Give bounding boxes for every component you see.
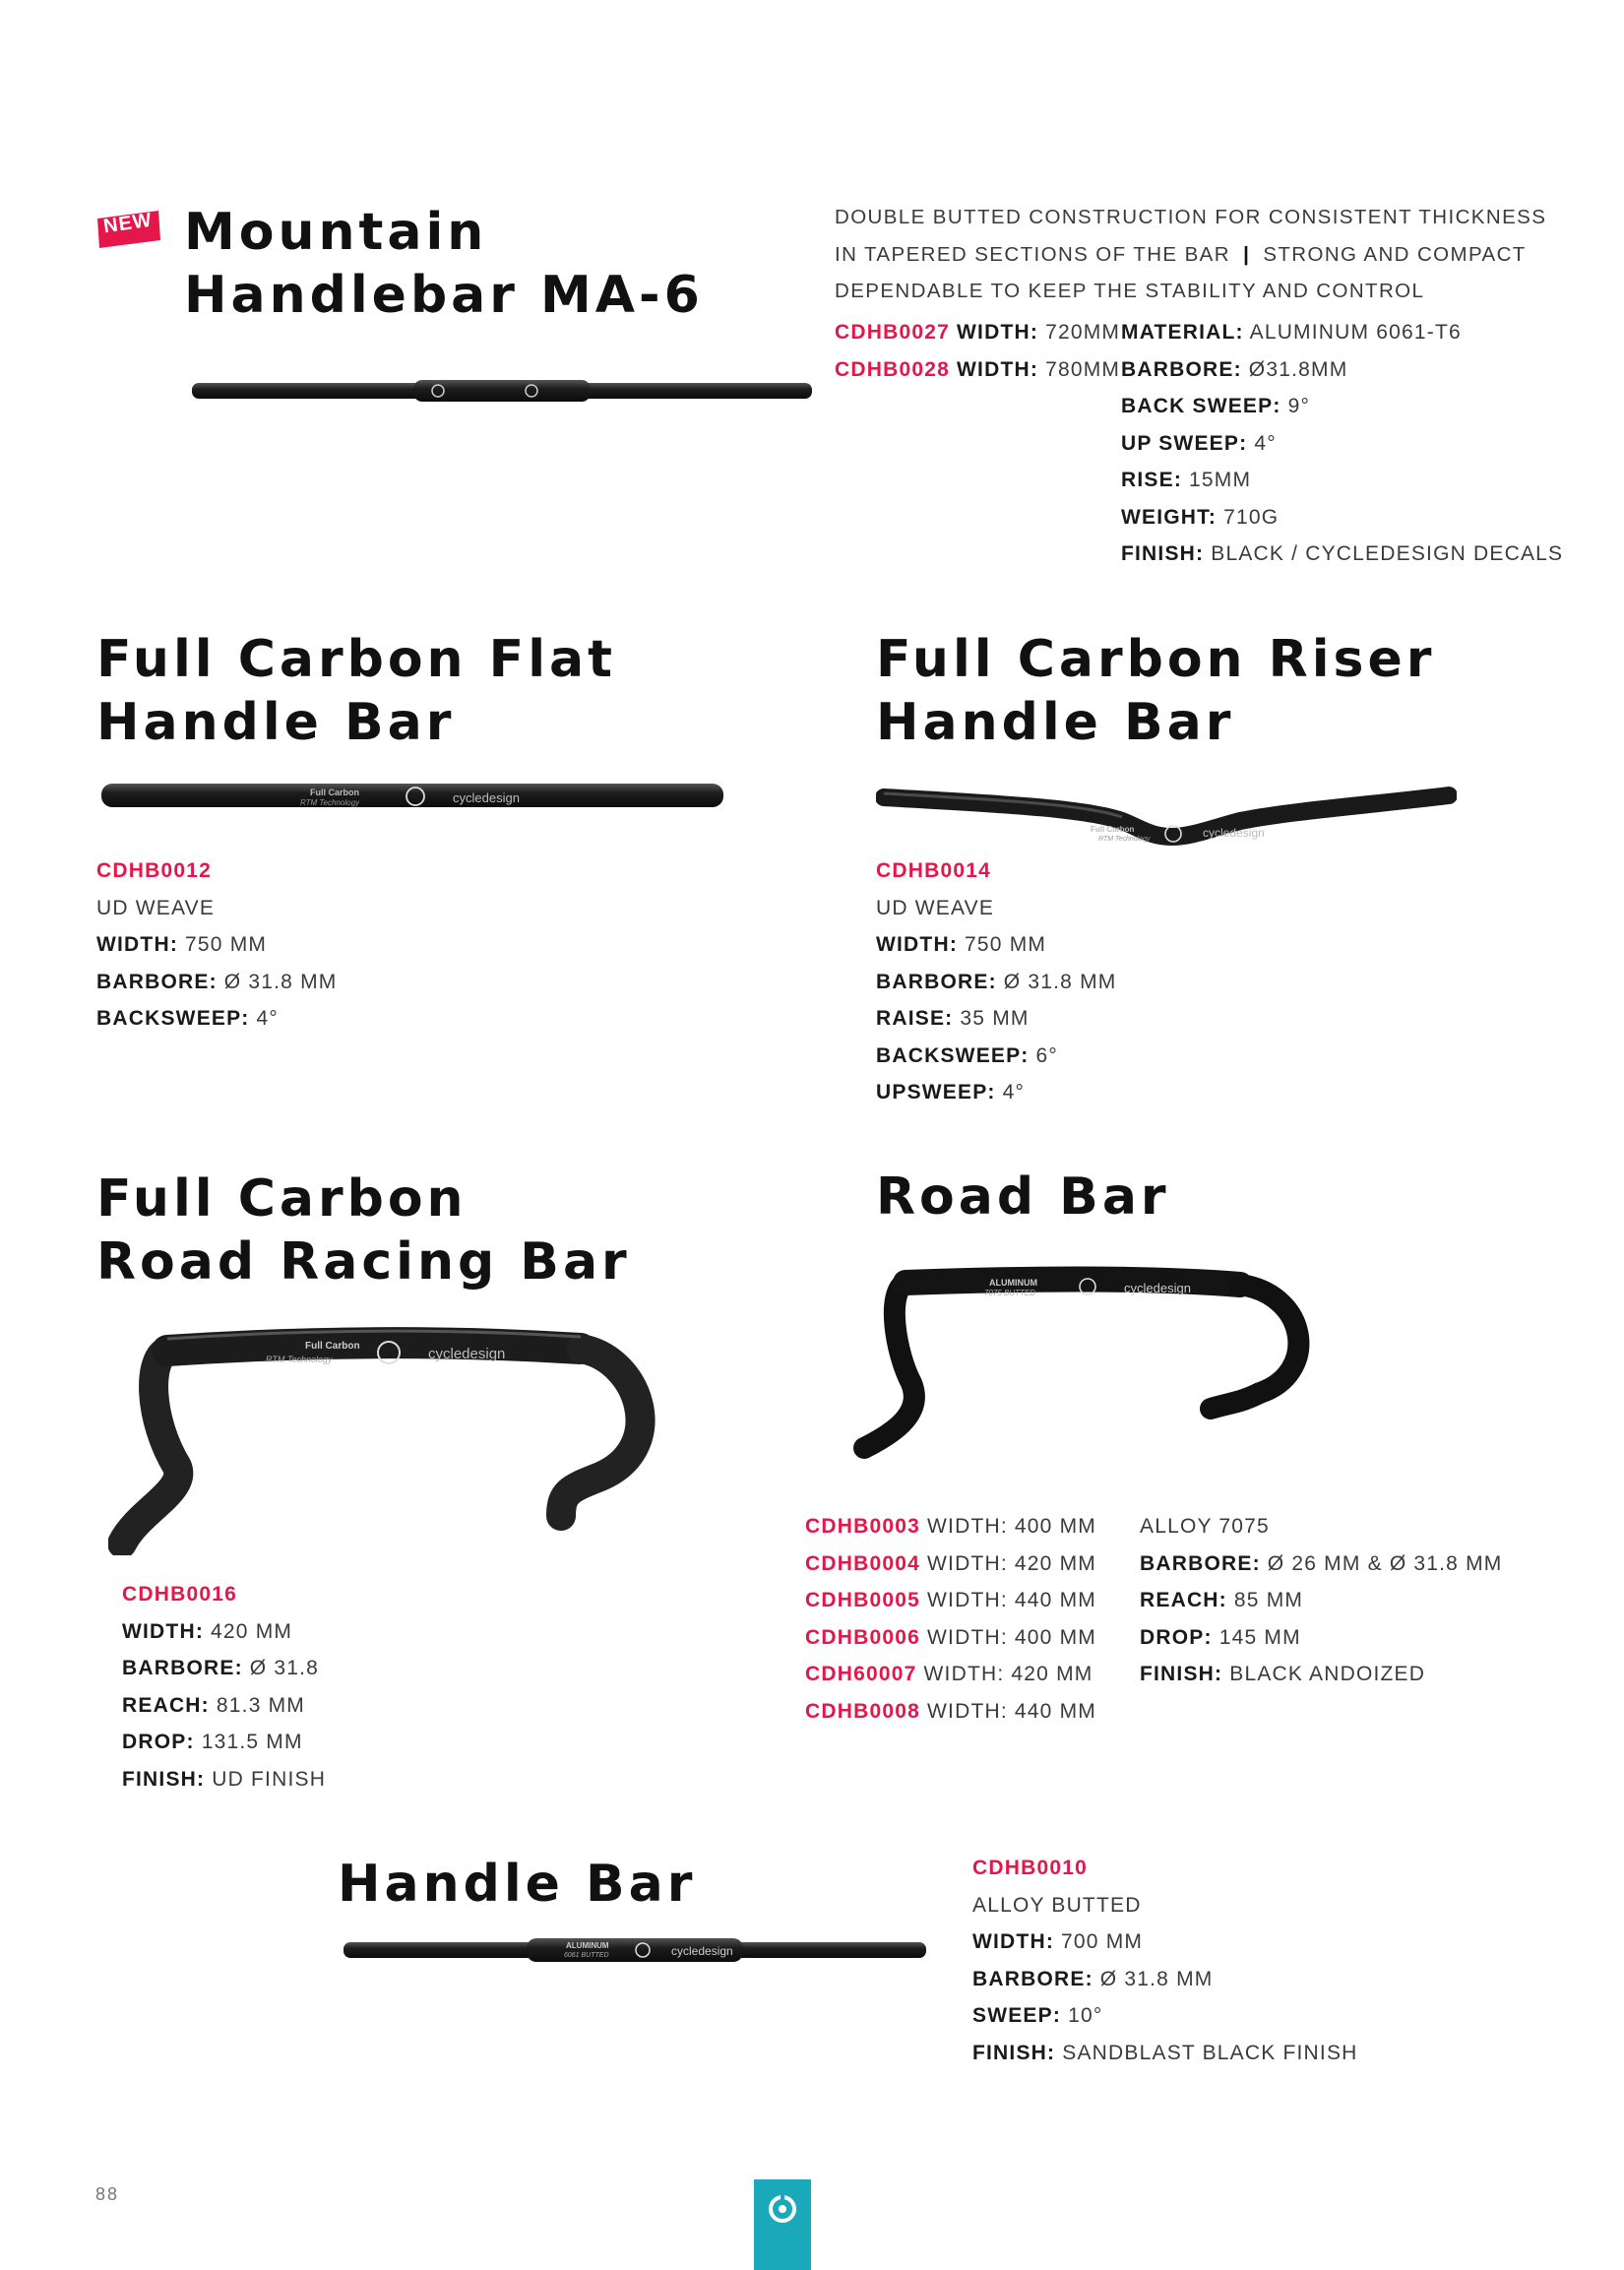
spec-row [972,1923,1358,1961]
spec-value: 85 MM [1226,1589,1304,1611]
spec-row [972,2035,1358,2072]
spec-label: BACKSWEEP: [96,1007,250,1030]
model-row [805,1582,1096,1619]
riser-handlebar-image [876,768,1457,856]
spec-value: BLACK / CYCLEDESIGN DECALS [1204,542,1564,565]
spec-value: 750 MM [958,933,1047,956]
mountain-model-row [835,314,1120,351]
spec-value: 700 MM [1054,1930,1144,1953]
spec-row [1121,462,1563,499]
spec-value: 4° [1247,431,1277,455]
spec-row [96,926,337,964]
road-bar-text-2: 7075 BUTTED [984,1289,1036,1297]
new-badge-label: NEW [101,209,155,238]
spec-value: WIDTH: 400 MM [919,1515,1096,1538]
spec-row [876,1074,1116,1111]
spec-value: 720MM [1038,321,1121,344]
spec-value: WIDTH: 440 MM [919,1589,1096,1611]
riser-bar-brand: cycledesign [1203,826,1265,840]
page-number: 88 [95,2184,120,2204]
spec-value: WIDTH: 420 MM [916,1663,1093,1685]
spec-label: UPSWEEP: [876,1081,996,1103]
spec-label: WEIGHT: [1121,505,1218,529]
road-handlebar-image [846,1265,1319,1472]
riser-title: Full Carbon Riser Handle Bar [876,630,1436,752]
spec-row [122,1761,326,1798]
spec-value: UD FINISH [205,1767,327,1791]
spec-value: 4° [995,1081,1026,1103]
mountain-desc-text-2b: STRONG AND COMPACT [1263,242,1527,266]
handle-bar-text-1: ALUMINUM [566,1941,609,1950]
spec-row [1140,1582,1503,1619]
spec-row [1140,1656,1503,1693]
spec-label: BARBORE: [1140,1551,1261,1575]
flat-bar-brand: cycledesign [453,790,520,805]
product-code: CDHB0004 [805,1551,920,1575]
spec-value: Ø31.8MM [1241,357,1348,381]
spec-value: 750 MM [178,933,268,956]
mountain-desc-text-2a: IN TAPERED SECTIONS OF THE BAR [835,242,1230,266]
model-row [805,1545,1096,1583]
mountain-models [835,314,1120,388]
product-code: CDHB0014 [876,859,991,882]
material-line: UD WEAVE [96,896,216,919]
spec-label: FINISH: [972,2041,1056,2064]
racing-handlebar-image [108,1319,669,1555]
road-title: Road Bar [876,1167,1170,1227]
riser-specs [876,852,1116,1111]
spec-label: FINISH: [122,1767,206,1791]
spec-label: WIDTH: [957,357,1039,381]
spec-value: 4° [249,1007,280,1030]
product-code: CDHB0006 [805,1625,920,1649]
spec-label: SWEEP: [972,2004,1062,2027]
spec-row [1121,499,1563,536]
spec-value: 710G [1217,505,1280,529]
mountain-desc-line-1: DOUBLE BUTTED CONSTRUCTION FOR CONSISTENT THICKNESS [835,206,1547,228]
mountain-description [835,199,1546,310]
spec-row [122,1650,326,1687]
spec-label: WIDTH: [876,933,959,956]
spec-value: BLACK ANDOIZED [1222,1663,1426,1685]
handle-bar-brand: cycledesign [671,1944,733,1958]
spec-value: Ø 26 MM & Ø 31.8 MM [1260,1551,1503,1575]
model-row [805,1508,1096,1545]
mountain-title: Mountain Handlebar MA-6 [184,203,704,325]
spec-label: REACH: [1140,1589,1227,1611]
spec-row [122,1613,326,1651]
mountain-desc-separator: | [1243,242,1251,266]
spec-label: DROP: [122,1731,195,1753]
handle-title: Handle Bar [338,1855,697,1914]
racing-bar-text-1: Full Carbon [305,1341,360,1352]
mountain-desc-line-3: DEPENDABLE TO KEEP THE STABILITY AND CONTROL [835,280,1425,302]
road-specs [1140,1508,1503,1693]
model-row [805,1656,1096,1693]
spec-label: BACKSWEEP: [876,1043,1030,1067]
spec-row [876,1038,1116,1075]
spec-label: MATERIAL: [1121,321,1244,344]
spec-value: ALUMINUM 6061-T6 [1243,321,1462,344]
handle-specs [972,1850,1358,2071]
road-bar-brand: cycledesign [1124,1281,1191,1295]
spec-value: 780MM [1038,357,1121,381]
footer-tab [754,2179,811,2270]
new-badge [95,209,160,248]
spec-label: BACK SWEEP: [1121,395,1281,417]
spec-value: WIDTH: 400 MM [919,1625,1096,1649]
racing-title: Full Carbon Road Racing Bar [96,1169,631,1292]
road-bar-text-1: ALUMINUM [989,1278,1037,1288]
product-code: CDHB0027 [835,321,950,344]
spec-label: RISE: [1121,469,1183,491]
product-code: CDHB0028 [835,357,950,381]
product-code: CDHB0012 [96,859,212,882]
spec-row [876,926,1116,964]
spec-value: 6° [1029,1043,1059,1067]
spec-value: Ø 31.8 MM [1093,1967,1214,1990]
spec-value: Ø 31.8 MM [217,970,338,993]
spec-value: 131.5 MM [194,1731,303,1753]
spec-row [1140,1545,1503,1583]
material-line: ALLOY BUTTED [972,1893,1142,1917]
spec-label: DROP: [1140,1625,1213,1649]
product-code: CDHB0005 [805,1589,920,1611]
spec-row [876,964,1116,1001]
spec-label: FINISH: [1140,1663,1223,1685]
product-code: CDH60007 [805,1663,917,1685]
spec-row [1121,388,1563,425]
racing-specs [122,1576,326,1797]
spec-label: WIDTH: [122,1619,205,1643]
spec-value: 10° [1061,2004,1103,2027]
spec-label: FINISH: [1121,542,1205,565]
spec-label: BARBORE: [122,1657,243,1679]
handle-bar-text-2: 6061 BUTTED [564,1952,609,1959]
spec-row [876,1000,1116,1038]
racing-bar-text-2: RTM Technology [266,1355,333,1364]
spec-row [1121,314,1563,351]
spec-value: Ø 31.8 [242,1657,320,1679]
spec-value: WIDTH: 420 MM [919,1551,1096,1575]
spec-label: BARBORE: [876,970,997,993]
spec-row [122,1724,326,1761]
mountain-handlebar-image [187,369,817,418]
spec-label: WIDTH: [972,1930,1055,1953]
product-code: CDHB0003 [805,1515,920,1538]
model-row [805,1693,1096,1731]
product-code: CDHB0008 [805,1699,920,1723]
road-models [805,1508,1096,1730]
spec-value: WIDTH: 440 MM [919,1699,1096,1723]
spec-value: 145 MM [1212,1625,1301,1649]
spec-label: RAISE: [876,1007,954,1030]
product-code: CDHB0016 [122,1583,237,1606]
spec-value: 35 MM [953,1007,1030,1030]
spec-row [122,1687,326,1725]
spec-label: WIDTH: [957,321,1039,344]
spec-row [972,1961,1358,1998]
spec-label: BARBORE: [972,1967,1093,1990]
mountain-model-row [835,351,1120,389]
spec-row [1121,351,1563,389]
flat-title: Full Carbon Flat Handle Bar [96,630,616,752]
racing-bar-brand: cycledesign [428,1346,506,1362]
spec-label: REACH: [122,1693,210,1717]
mountain-desc-line-2 [835,236,1546,274]
spec-label: UP SWEEP: [1121,431,1248,455]
cycledesign-logo-icon [754,2179,811,2238]
spec-value: 15MM [1182,469,1252,491]
spec-value: 81.3 MM [209,1693,306,1717]
riser-bar-text-2: RTM Technology [1098,836,1151,843]
spec-value: 420 MM [204,1619,293,1643]
riser-bar-text-1: Full Carbon [1091,825,1135,834]
material-line: UD WEAVE [876,896,995,919]
product-code: CDHB0010 [972,1857,1088,1879]
spec-row [96,964,337,1001]
spec-row [1121,536,1563,573]
spec-label: BARBORE: [1121,357,1242,381]
spec-row [96,1000,337,1038]
material-line: ALLOY 7075 [1140,1515,1270,1538]
spec-label: BARBORE: [96,970,218,993]
flat-bar-text-1: Full Carbon [310,788,359,797]
spec-value: Ø 31.8 MM [996,970,1117,993]
spec-value: SANDBLAST BLACK FINISH [1055,2041,1358,2064]
flat-handlebar-image [98,773,728,822]
flat-specs [96,852,337,1038]
spec-row [972,1997,1358,2035]
spec-value: 9° [1280,395,1311,417]
handle-handlebar-image [340,1929,930,1973]
mountain-specs [1121,314,1563,573]
spec-label: WIDTH: [96,933,179,956]
model-row [805,1619,1096,1657]
flat-bar-text-2: RTM Technology [300,798,360,807]
spec-row [1121,425,1563,463]
spec-row [1140,1619,1503,1657]
